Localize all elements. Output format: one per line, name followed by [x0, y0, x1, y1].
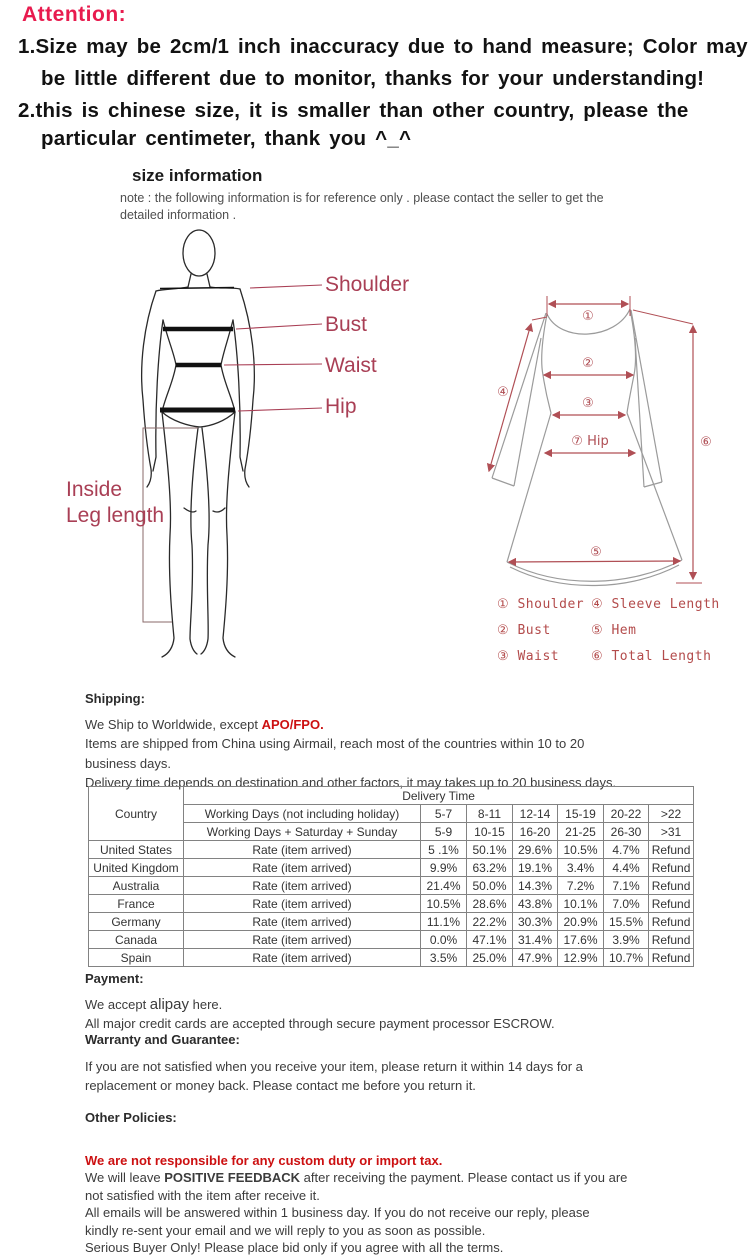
legend-bust: ② Bust	[497, 623, 551, 638]
rate-label-cell: Rate (item arrived)	[184, 841, 421, 859]
legend-sleeve-length: ④ Sleeve Length	[591, 597, 720, 612]
customs-disclaimer: We are not responsible for any custom duty or import tax.	[85, 1153, 443, 1168]
policies-text	[85, 1152, 627, 1256]
body-head	[183, 230, 215, 276]
dress-skirt-right	[627, 413, 682, 560]
rate-cell: 50.0%	[467, 877, 513, 895]
inside-leg-label-line-2: Leg length	[66, 504, 165, 527]
body-label-connectors	[224, 285, 322, 411]
legend-hem: ⑤ Hem	[591, 623, 637, 638]
rate-cell: 25.0%	[467, 949, 513, 967]
table-header-row-1	[89, 787, 694, 805]
size-note-line-1: note : the following information is for reference only . please contact the seller to get the	[120, 191, 604, 205]
delivery-time-header-cell: Delivery Time	[184, 787, 694, 805]
shipping-line-1	[85, 715, 616, 734]
mark-6-total: ⑥	[700, 435, 712, 450]
table-row-united-states	[89, 841, 694, 859]
attention-line-2: be little different due to monitor, thanks for your understanding!	[41, 67, 705, 90]
body-neck-left	[188, 274, 191, 287]
body-knee-left	[184, 508, 196, 512]
rate-cell: 0.0%	[421, 931, 467, 949]
country-cell: Germany	[89, 913, 184, 931]
country-header-cell: Country	[89, 787, 184, 841]
rate-cell: 47.1%	[467, 931, 513, 949]
rate-cell: 3.4%	[558, 859, 604, 877]
header-cell: 10-15	[467, 823, 513, 841]
rate-cell: 4.4%	[604, 859, 649, 877]
total-length-top-connector	[633, 310, 693, 324]
rate-cell: 63.2%	[467, 859, 513, 877]
rate-cell: 29.6%	[513, 841, 558, 859]
shipping-line-4: Delivery time depends on destination and other factors, it may takes up to 20 business days.	[85, 774, 617, 790]
rate-cell: 19.1%	[513, 859, 558, 877]
rate-cell: 4.7%	[604, 841, 649, 859]
legend-total-length: ⑥ Total Length	[591, 649, 712, 664]
rate-label-cell: Rate (item arrived)	[184, 949, 421, 967]
policies-line-2-suffix: after receiving the payment. Please contact us if you are	[300, 1170, 628, 1186]
table-row-united-kingdom	[89, 859, 694, 877]
header-cell: 12-14	[513, 805, 558, 823]
table-row-canada	[89, 931, 694, 949]
dress-legend-col-2	[591, 592, 720, 670]
body-neck-right	[207, 274, 210, 287]
body-torso-left	[162, 320, 176, 412]
shipping-title: Shipping:	[85, 691, 145, 706]
legend-waist: ③ Waist	[497, 649, 560, 664]
country-cell: France	[89, 895, 184, 913]
table-row-spain	[89, 949, 694, 967]
mark-4-sleeve: ④	[497, 385, 509, 400]
alipay-text: alipay	[149, 996, 189, 1013]
inside-leg-label	[66, 477, 164, 529]
payment-line-1-prefix: We accept	[85, 997, 150, 1012]
rate-cell: 22.2%	[467, 913, 513, 931]
hip-label: Hip	[325, 395, 357, 418]
size-information-title: size information	[132, 166, 263, 185]
warranty-line-1: If you are not satisfied when you receive your item, please return it within 14 days for a	[85, 1059, 583, 1074]
rate-cell: 3.5%	[421, 949, 467, 967]
header-cell: >31	[649, 823, 694, 841]
refund-cell: Refund	[649, 913, 694, 931]
shipping-text	[85, 715, 616, 792]
rate-cell: 10.5%	[558, 841, 604, 859]
shoulder-connector	[250, 285, 322, 288]
refund-cell: Refund	[649, 931, 694, 949]
header-cell: 15-19	[558, 805, 604, 823]
mark-5-hem: ⑤	[590, 545, 602, 560]
header-label-cell: Working Days (not including holiday)	[184, 805, 421, 823]
attention-line-3: 2.this is chinese size, it is smaller than other country, please the	[18, 99, 689, 122]
header-cell: 21-25	[558, 823, 604, 841]
rate-cell: 10.5%	[421, 895, 467, 913]
header-cell: 20-22	[604, 805, 649, 823]
refund-cell: Refund	[649, 895, 694, 913]
dress-legend-col-1	[497, 592, 584, 670]
dress-skirt-left	[507, 413, 551, 562]
body-underwear-left	[162, 412, 200, 427]
rate-cell: 12.9%	[558, 949, 604, 967]
rate-label-cell: Rate (item arrived)	[184, 913, 421, 931]
table-row-germany	[89, 913, 694, 931]
country-cell: Canada	[89, 931, 184, 949]
rate-cell: 11.1%	[421, 913, 467, 931]
positive-feedback-text: POSITIVE FEEDBACK	[164, 1170, 301, 1186]
dress-mark-labels	[497, 309, 712, 560]
dress-sleeve-right-outer	[631, 310, 662, 482]
rate-cell: 47.9%	[513, 949, 558, 967]
rate-cell: 10.7%	[604, 949, 649, 967]
rate-cell: 10.1%	[558, 895, 604, 913]
country-cell: United Kingdom	[89, 859, 184, 877]
arrow-hem	[509, 561, 680, 562]
policies-line-4: All emails will be answered within 1 business day. If you do not receive our reply, please	[85, 1205, 590, 1221]
waist-label: Waist	[325, 354, 377, 377]
body-leg-left-inner	[190, 428, 198, 654]
warranty-title: Warranty and Guarantee:	[85, 1032, 240, 1047]
body-leg-right-outer	[223, 412, 235, 657]
size-note-line-2: detailed information .	[120, 208, 237, 222]
payment-line-1	[85, 995, 222, 1014]
country-cell: Spain	[89, 949, 184, 967]
rate-cell: 21.4%	[421, 877, 467, 895]
rate-cell: 15.5%	[604, 913, 649, 931]
rate-cell: 43.8%	[513, 895, 558, 913]
header-cell: 8-11	[467, 805, 513, 823]
header-cell: 16-20	[513, 823, 558, 841]
payment-line-1-suffix: here.	[189, 997, 223, 1012]
body-torso-right	[221, 320, 235, 412]
rate-cell: 7.1%	[604, 877, 649, 895]
attention-line-1: 1.Size may be 2cm/1 inch inaccuracy due to hand measure; Color may	[18, 35, 748, 58]
refund-cell: Refund	[649, 877, 694, 895]
other-policies-title: Other Policies:	[85, 1110, 177, 1125]
body-leg-left-outer	[162, 412, 174, 657]
waist-connector	[224, 364, 322, 365]
body-arm-right-outer	[240, 289, 254, 487]
refund-cell: Refund	[649, 841, 694, 859]
rate-cell: 7.2%	[558, 877, 604, 895]
body-leg-right-inner	[201, 428, 209, 654]
rate-label-cell: Rate (item arrived)	[184, 931, 421, 949]
country-cell: United States	[89, 841, 184, 859]
header-cell: >22	[649, 805, 694, 823]
mark-1-shoulder: ①	[582, 309, 594, 324]
dress-hem-inner	[510, 565, 679, 586]
warranty-line-2: replacement or money back. Please contact me before you return it.	[85, 1078, 476, 1093]
dress-sleeve-left-cuff	[492, 478, 514, 486]
body-arm-left-outer	[142, 291, 156, 487]
table-row-france	[89, 895, 694, 913]
attention-title: Attention:	[22, 3, 127, 26]
payment-title: Payment:	[85, 971, 144, 986]
dress-bodice-right	[627, 309, 636, 413]
refund-cell: Refund	[649, 859, 694, 877]
shipping-apo-fpo: APO/FPO.	[261, 717, 324, 732]
dress-bodice-left	[542, 314, 551, 413]
body-knee-right	[213, 508, 225, 512]
size-note	[120, 190, 604, 224]
mark-2-bust: ②	[582, 356, 594, 371]
rate-cell: 50.1%	[467, 841, 513, 859]
rate-label-cell: Rate (item arrived)	[184, 877, 421, 895]
dress-measure-diagram	[430, 240, 750, 600]
rate-cell: 17.6%	[558, 931, 604, 949]
shipping-line-1-prefix: We Ship to Worldwide, except	[85, 717, 262, 732]
refund-cell: Refund	[649, 949, 694, 967]
rate-cell: 31.4%	[513, 931, 558, 949]
header-cell: 5-7	[421, 805, 467, 823]
rate-cell: 28.6%	[467, 895, 513, 913]
policies-line-2	[85, 1169, 627, 1186]
body-underwear-right	[200, 412, 235, 427]
header-cell: 26-30	[604, 823, 649, 841]
body-arm-right-inner	[233, 320, 243, 471]
mark-7-hip: ⑦ Hip	[571, 434, 609, 449]
rate-cell: 14.3%	[513, 877, 558, 895]
shoulder-label: Shoulder	[325, 273, 410, 296]
body-arm-left-inner	[153, 320, 163, 471]
policies-line-6: Serious Buyer Only! Please place bid only if you agree with all the terms.	[85, 1240, 504, 1256]
policies-line-5: kindly re-sent your email and we will reply to you as soon as possible.	[85, 1222, 486, 1238]
shipping-line-3: business days.	[85, 755, 171, 771]
rate-label-cell: Rate (item arrived)	[184, 859, 421, 877]
shipping-line-2: Items are shipped from China using Airmail, reach most of the countries within 10 to 20	[85, 736, 585, 752]
attention-line-4: particular centimeter, thank you ^_^	[41, 127, 412, 150]
dress-hem-outer	[507, 560, 682, 581]
policies-line-3: not satisfied with the item after receive it.	[85, 1187, 320, 1203]
policies-line-2-prefix: We will leave	[85, 1170, 165, 1186]
legend-shoulder: ① Shoulder	[497, 597, 585, 612]
rate-label-cell: Rate (item arrived)	[184, 895, 421, 913]
table-row-australia	[89, 877, 694, 895]
rate-cell: 7.0%	[604, 895, 649, 913]
bust-label: Bust	[325, 313, 368, 336]
rate-cell: 30.3%	[513, 913, 558, 931]
inside-leg-label-line-1: Inside	[66, 478, 123, 501]
rate-cell: 3.9%	[604, 931, 649, 949]
arrow-sleeve	[489, 324, 531, 471]
delivery-table	[88, 786, 694, 967]
shoulder-line	[160, 288, 234, 289]
header-cell: 5-9	[421, 823, 467, 841]
header-label-cell: Working Days + Saturday + Sunday	[184, 823, 421, 841]
rate-cell: 5 .1%	[421, 841, 467, 859]
payment-line-2: All major credit cards are accepted through secure payment processor ESCROW.	[85, 1016, 555, 1031]
rate-cell: 9.9%	[421, 859, 467, 877]
mark-3-waist: ③	[582, 396, 594, 411]
rate-cell: 20.9%	[558, 913, 604, 931]
country-cell: Australia	[89, 877, 184, 895]
body-outline	[142, 230, 255, 657]
hip-connector	[238, 408, 322, 411]
dress-sleeve-left-inner	[514, 338, 541, 486]
